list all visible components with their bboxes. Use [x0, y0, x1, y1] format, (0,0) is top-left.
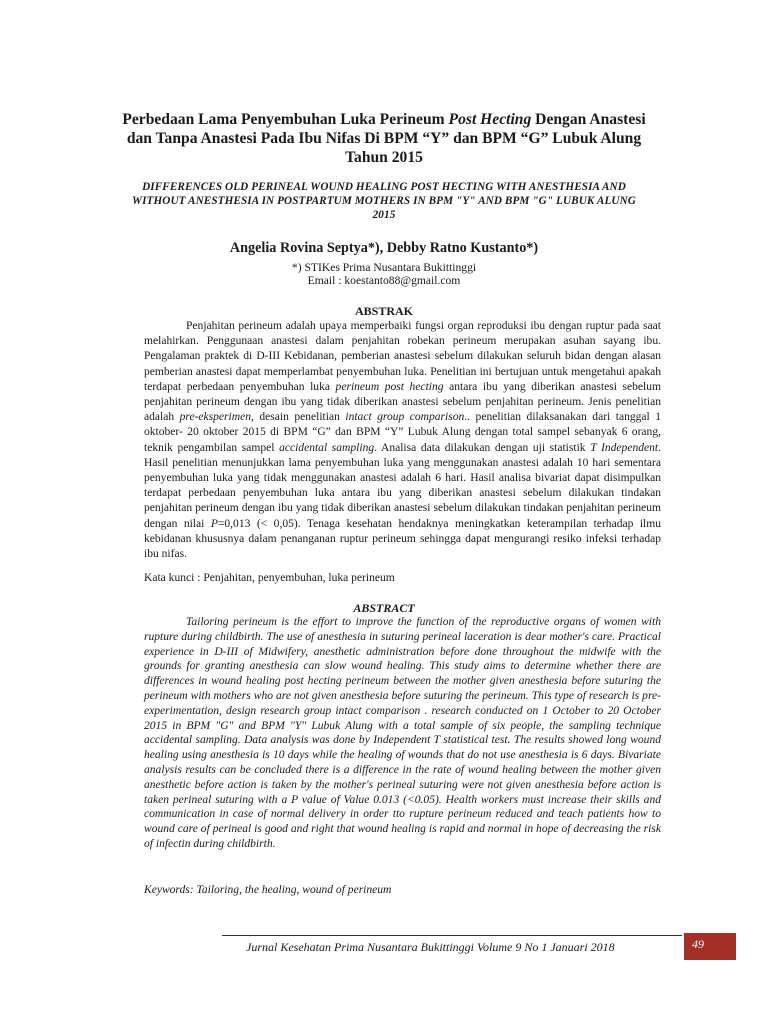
abstrak-paragraph: [144, 319, 661, 562]
authors: Angelia Rovina Septya*), Debby Ratno Kustanto*): [229, 240, 539, 256]
abstrak-text-4: .. penelitian dilaksanakan dari tanggal 1 oktober- 20 oktober 2015 di BPM “G” dan BPM “Y” Lubuk Alung dengan total sampel sebanyak 6 orang, teknik pengambilan sampel: [144, 411, 661, 454]
affiliation: *) STIKes Prima Nusantara Bukittinggi: [291, 261, 477, 274]
title-part-1: Perbedaan Lama Penyembuhan Luka Perineum: [122, 111, 449, 128]
abstrak-italic-2: pre-eksperimen: [179, 411, 251, 424]
kata-kunci: Kata kunci : Penjahitan, penyembuhan, luka perineum: [144, 572, 395, 584]
abstract-heading: ABSTRACT: [353, 601, 415, 615]
title-part-2: Dengan Anastesi dan Tanpa Anastesi Pada Ibu Nifas Di BPM “Y” dan BPM “G” Lubuk Alung Tahun 2015: [126, 111, 646, 166]
abstrak-text-7: =0,013 (< 0,05). Tenaga kesehatan hendaknya meningkatkan keterampilan terhadap ilmu kebidanan khususnya dalam penanganan ruptur perineum sehingga dapat mengurangi resiko infeksi terhadap ibu nifas.: [144, 517, 662, 561]
abstrak-text-5: . Analisa data dilakukan dengan uji statistik: [374, 441, 591, 454]
abstract-body: [144, 615, 661, 852]
abstrak-italic-3: intact group comparison: [345, 411, 465, 424]
title-italic-part: Post Hecting: [448, 111, 532, 128]
abstrak-text-6: . Hasil penelitian menunjukkan lama penyembuhan luka yang menggunakan anastesi adalah 10 hari sementara penyembuhan luka yang tidak menggunakan anastesi adalah 6 hari. Hasil analisa bivariat dapat disimpulkan terdapat perbedaan penyembuhan luka antara ibu yang diberikan anastesi sebelum dilakukan tindakan penjahitan perineum dengan ibu yang tidak diberikan anastesi sebelum dilakukan tindakan penjahitan perineum dengan nilai: [144, 441, 661, 530]
english-title: DIFFERENCES OLD PERINEAL WOUND HEALING POST HECTING WITH ANESTHESIA AND WITHOUT ANESTHESIA IN POSTPARTUM MOTHERS IN BPM "Y" AND BPM "G" LUBUK ALUNG 2015: [132, 181, 636, 221]
abstrak-text-3: , desain penelitian: [251, 411, 346, 424]
abstrak-italic-1: perineum post hecting: [335, 380, 444, 393]
abstrak-body: [144, 319, 661, 562]
abstract-paragraph: Tailoring perineum is the effort to improve the function of the reproductive organs of women with rupture during childbirth. The use of anesthesia in suturing perineal laceration is dear mother's care. Practical experience in D-III of Midwifery, anesthetic administration before done throughout the midwife with the grounds for granting anesthesia can slow wound healing. This study aims to determine whether there are differences in wound healing post hecting perineum between the mother given anesthesia before suturing the perineum with mothers who are not given anesthesia before suturing the perineum. This type of research is pre-experimentation, design research group intact comparison . research conducted on 1 October to 20 October 2015 in BPM "G" and BPM "Y" Lubuk Alung with a total sample of six people, the sampling technique accidental sampling. Data analysis was done by Independent T statistical test. The results showed long wound healing using anesthesia is 10 days while the healing of wounds that do not use anesthesia is 6 days. Bivariate analysis results can be concluded there is a difference in the rate of wound healing between the mother given anesthetic before action is taken by the mother's perineal suturing were not given anesthesia before action is taken perineal suturing with a P value of Value 0.013 (<0.05). Health workers must increase their skills and communication in case of normal delivery in order tto rupture perineum reduced and teach patients how to wound care of perineal is good and right that wound healing is rapid and normal in hope of decreasing the risk of infectin during childbirth.: [144, 616, 661, 850]
page-number: 49: [692, 937, 704, 951]
article-title: [110, 110, 658, 167]
abstrak-text-2: antara ibu yang diberikan anastesi sebelum penjahitan perineum dengan ibu yang tidak diberikan anastesi sebelum penjahitan perineum. Jenis penelitian adalah: [144, 380, 661, 424]
footer-journal-name: Jurnal Kesehatan Prima Nusantara Bukittinggi Volume 9 No 1 Januari 2018: [246, 940, 615, 954]
page-number-tab: [684, 933, 736, 960]
footer-divider: [222, 935, 682, 936]
abstrak-italic-5: T Independent: [590, 441, 659, 454]
abstrak-italic-6: P: [210, 517, 218, 530]
abstrak-text-1: Penjahitan perineum adalah upaya memperbaiki fungsi organ reproduksi ibu dengan ruptur pada saat melahirkan. Penggunaan anastesi dalam penjahitan robekan perineum merupakan asuhan sayang ibu. Pengalaman praktek di D-III Kebidanan, pemberian anastesi sebelum dilakukan seluruh bidan dengan alasan pemberian anastesi dapat memperlambat penyembuhan luka. Penelitian ini bertujuan untuk mengetahui apakah terdapat perbedaan penyembuhan luka: [144, 320, 661, 393]
author-email: Email : koestanto88@gmail.com: [307, 274, 461, 287]
abstrak-heading: ABSTRAK: [354, 304, 413, 318]
abstrak-italic-4: accidental sampling: [279, 441, 375, 454]
keywords: Keywords: Tailoring, the healing, wound of perineum: [144, 884, 392, 896]
